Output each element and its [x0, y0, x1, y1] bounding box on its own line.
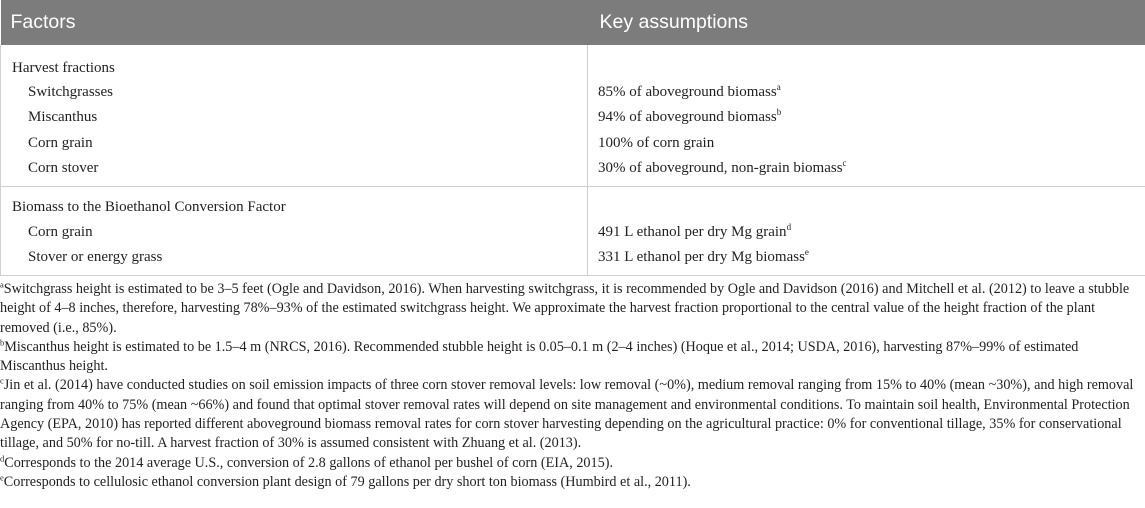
factor-label: Switchgrasses: [28, 84, 113, 100]
factor-label: Miscanthus: [28, 109, 98, 125]
factor-label: Stover or energy grass: [28, 249, 163, 265]
group-title: Biomass to the Bioethanol Conversion Factor: [12, 199, 286, 215]
group-conversion-factor: [1, 187, 1145, 276]
footnote-mark: b: [776, 107, 782, 117]
header-factors: Factors: [1, 0, 588, 45]
footnote-c: $^c$Jin et al. (2014) have conducted studies on soil emission impacts of three corn stover removal levels: low removal (~0%), medium removal ranging from 15% to 40% (mean ~30%), and high removal ranging from 40% to 75% (mean ~66%) and found that optimal stover removal rates will depend on site management and environmental conditions. To maintain soil health, Environmental Protection Agency (EPA, 2010) has reported different aboveground biomass removal rates for corn stover harvesting depending on the agricultural practice: 0% for conventional tillage, 35% for conservational tillage, and 50% for no-till. A harvest fraction of 30% is assumed consistent with Zhuang et al. (2013).: [0, 375, 1134, 452]
factor-label: Corn grain: [28, 135, 93, 151]
footnote-mark: c: [842, 158, 847, 168]
assumption-value: 85% of aboveground biomass$^a$: [598, 82, 781, 100]
group-title: Harvest fractions: [12, 60, 115, 76]
factor-label: Corn stover: [28, 160, 99, 176]
assumption-value: 100% of corn grain: [598, 135, 715, 151]
footnote-e: $^e$Corresponds to cellulosic ethanol conversion plant design of 79 gallons per dry short ton biomass (Humbird et al., 2011).: [0, 472, 691, 490]
table-header-row: [1, 0, 1145, 45]
assumption-value: 331 L ethanol per dry Mg biomass$^e$: [598, 247, 809, 265]
assumption-value: 94% of aboveground biomass$^b$: [598, 107, 782, 125]
assumption-value: 30% of aboveground, non-grain biomass$^c$: [598, 158, 847, 176]
footnote-mark: e: [804, 247, 809, 257]
footnote-mark: d: [786, 222, 792, 232]
assumption-value: 491 L ethanol per dry Mg grain$^d$: [598, 222, 792, 240]
footnote-a: $^a$Switchgrass height is estimated to be 3–5 feet (Ogle and Davidson, 2016). When harvesting switchgrass, it is recommended by Ogle and Davidson (2016) and Mitchell et al. (2012) to leave a stubble height of 4–8 inches, therefore, harvesting 78%–93% of the estimated switchgrass height. We approximate the harvest fraction proportional to the central value of the height fraction of the plant removed (i.e., 85%).: [0, 279, 1130, 336]
factor-label: Corn grain: [28, 224, 93, 240]
header-key-assumptions: Key assumptions: [588, 0, 1145, 45]
footnotes: [0, 280, 1140, 492]
group-harvest-fractions: [1, 45, 1145, 187]
footnote-mark: a: [776, 82, 781, 92]
footnote-b: $^b$Miscanthus height is estimated to be 1.5–4 m (NRCS, 2016). Recommended stubble height is 0.05–0.1 m (2–4 inches) (Hoque et al., 2014; USDA, 2016), harvesting 87%–99% of estimated Miscanthus height.: [0, 337, 1079, 375]
footnote-d: $^d$Corresponds to the 2014 average U.S., conversion of 2.8 gallons of ethanol per bushel of corn (EIA, 2015).: [0, 452, 613, 471]
